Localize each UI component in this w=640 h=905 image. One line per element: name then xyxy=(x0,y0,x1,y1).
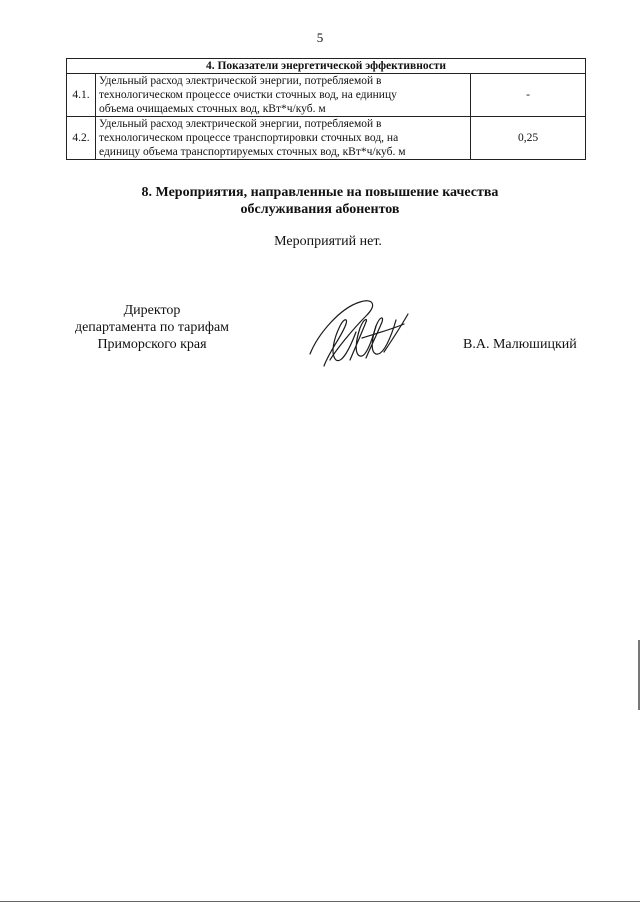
signature-drawing xyxy=(300,294,420,374)
table-row xyxy=(67,117,586,160)
energy-efficiency-table xyxy=(66,58,586,160)
signer-title-line: департамента по тарифам xyxy=(74,320,230,335)
handwritten-signature xyxy=(300,294,420,379)
signer-title xyxy=(52,302,252,353)
description-line: технологическом процессе транспортировки сточных вод, на xyxy=(99,132,399,144)
description-line: технологическом процессе очистки сточных вод, на единицу xyxy=(99,89,397,101)
signer-title-line: Директор xyxy=(123,303,181,318)
scan-bottom-border xyxy=(0,901,640,902)
heading-line: 8. Мероприятия, направленные на повышение качества xyxy=(141,185,499,200)
row-number: 4.2. xyxy=(67,117,96,160)
table-row xyxy=(67,74,586,117)
row-description xyxy=(96,74,471,117)
table-section-title: 4. Показатели энергетической эффективности xyxy=(67,59,586,74)
description-line: объема очищаемых сточных вод, кВт*ч/куб. м xyxy=(99,103,326,115)
description-line: Удельный расход электрической энергии, потребляемой в xyxy=(99,118,382,130)
row-description xyxy=(96,117,471,160)
signer-title-line: Приморского края xyxy=(97,337,207,352)
row-value: 0,25 xyxy=(471,117,586,160)
no-measures-text: Мероприятий нет. xyxy=(274,234,382,249)
description-line: Удельный расход электрической энергии, потребляемой в xyxy=(99,75,382,87)
signer-name: В.А. Малюшицкий xyxy=(463,337,577,352)
description-line: единицу объема транспортируемых сточных вод, кВт*ч/куб. м xyxy=(99,146,406,158)
row-value: - xyxy=(471,74,586,117)
page-number: 5 xyxy=(316,30,324,45)
table-section-header-row xyxy=(67,59,586,74)
row-number: 4.1. xyxy=(67,74,96,117)
heading-line: обслуживания абонентов xyxy=(240,202,400,217)
section-8-heading xyxy=(0,184,640,218)
